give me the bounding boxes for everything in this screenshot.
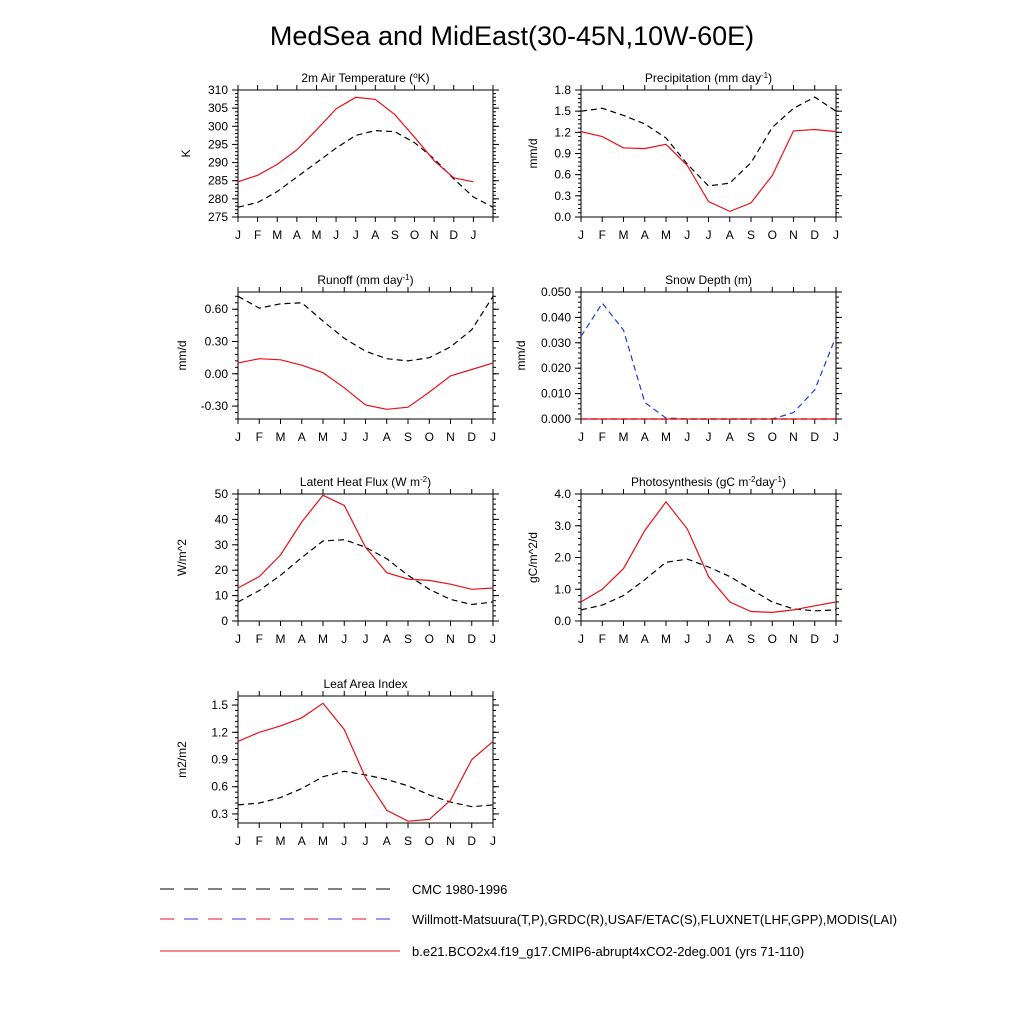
plot-frame xyxy=(581,292,836,419)
y-tick-label: 50 xyxy=(214,487,228,501)
x-tick-label: F xyxy=(598,632,606,646)
panel-lhf xyxy=(175,475,499,647)
x-tick-label: F xyxy=(255,834,263,848)
y-tick-label: 0.040 xyxy=(540,310,571,325)
panel-title: Precipitation (mm day$^{-1}$) xyxy=(644,70,773,85)
x-tick-label: A xyxy=(292,228,301,242)
x-tick-label: M xyxy=(661,430,671,444)
series-line-obs xyxy=(581,559,836,611)
x-tick-label: J xyxy=(341,430,348,444)
plot-frame xyxy=(238,696,493,823)
y-tick-label: 275 xyxy=(207,210,228,224)
legend-label: Willmott-Matsuura(T,P),GRDC(R),USAF/ETAC(S),FLUXNET(LHF,GPP),MODIS(LAI) xyxy=(412,912,898,927)
y-axis-label: mm/d xyxy=(526,138,540,169)
x-tick-label: A xyxy=(725,430,734,444)
y-tick-label: 310 xyxy=(207,83,228,97)
x-tick-label: D xyxy=(449,228,459,242)
panel-snow xyxy=(514,273,842,444)
x-tick-label: A xyxy=(382,632,391,646)
x-tick-label: F xyxy=(253,228,262,242)
panels xyxy=(175,71,842,849)
x-tick-label: O xyxy=(767,632,777,646)
x-tick-label: O xyxy=(767,228,777,242)
plot-frame xyxy=(238,292,493,419)
x-tick-label: F xyxy=(255,430,263,444)
x-tick-label: J xyxy=(578,228,584,242)
x-tick-label: M xyxy=(318,632,328,646)
x-tick-label: O xyxy=(767,430,777,444)
y-tick-label: 0.30 xyxy=(204,334,228,349)
x-tick-label: M xyxy=(275,430,286,444)
panel-title: Runoff (mm day$^{-1}$) xyxy=(317,272,414,287)
x-tick-label: M xyxy=(661,632,671,646)
y-tick-label: -0.30 xyxy=(200,399,228,414)
x-tick-label: J xyxy=(235,228,241,242)
y-tick-label: 1.2 xyxy=(211,725,228,740)
y-tick-label: 1.0 xyxy=(554,582,571,597)
y-axis-label: K xyxy=(179,149,193,158)
x-tick-label: J xyxy=(352,228,359,242)
x-tick-label: A xyxy=(297,834,306,848)
x-tick-label: J xyxy=(578,430,584,444)
x-tick-label: J xyxy=(684,430,691,444)
x-tick-label: N xyxy=(446,632,455,646)
x-tick-label: F xyxy=(255,632,263,646)
x-tick-label: J xyxy=(341,632,348,646)
y-tick-label: 0.3 xyxy=(211,806,228,821)
x-tick-label: N xyxy=(789,430,798,444)
x-tick-label: N xyxy=(446,430,455,444)
x-tick-label: S xyxy=(403,430,413,444)
x-tick-label: O xyxy=(424,834,434,848)
x-tick-label: S xyxy=(390,228,399,242)
x-tick-label: S xyxy=(746,228,756,242)
x-tick-label: M xyxy=(318,834,328,848)
y-tick-label: 0.60 xyxy=(204,302,228,317)
x-tick-label: A xyxy=(640,430,649,444)
x-tick-label: O xyxy=(424,430,434,444)
y-tick-label: 0.000 xyxy=(540,412,571,426)
legend-label: CMC 1980-1996 xyxy=(412,882,508,897)
x-tick-label: J xyxy=(362,632,369,646)
x-tick-label: J xyxy=(333,228,340,242)
y-axis-label: mm/d xyxy=(514,340,528,371)
series-line-obs xyxy=(581,97,836,186)
y-axis-label: gC/m^2/d xyxy=(526,532,540,583)
y-tick-label: 0.0 xyxy=(554,614,571,628)
series-line-obs_blue xyxy=(581,303,836,419)
x-tick-label: A xyxy=(371,228,380,242)
x-tick-label: A xyxy=(640,228,649,242)
x-tick-label: M xyxy=(272,228,283,242)
y-tick-label: 30 xyxy=(214,537,228,552)
legend-item xyxy=(160,912,897,927)
y-tick-label: 0.9 xyxy=(211,752,228,767)
legend-label: b.e21.BCO2x4.f19_g17.CMIP6-abrupt4xCO2-2deg.001 (yrs 71-110) xyxy=(412,944,805,959)
y-tick-label: 0.9 xyxy=(554,146,571,161)
x-tick-label: D xyxy=(467,834,477,848)
y-tick-label: 280 xyxy=(207,191,228,206)
legend xyxy=(160,882,897,959)
x-tick-label: O xyxy=(409,228,420,242)
x-tick-label: N xyxy=(789,632,798,646)
panel-title: 2m Air Temperature ($^o$K) xyxy=(301,70,430,85)
y-tick-label: 0.010 xyxy=(540,386,571,401)
x-tick-label: S xyxy=(403,834,413,848)
x-tick-label: D xyxy=(810,228,820,242)
x-tick-label: N xyxy=(789,228,798,242)
x-tick-label: J xyxy=(235,834,241,848)
x-tick-label: M xyxy=(318,430,328,444)
y-tick-label: 0.00 xyxy=(204,366,228,381)
x-tick-label: J xyxy=(362,834,369,848)
y-tick-label: 3.0 xyxy=(554,518,571,533)
x-tick-label: A xyxy=(725,228,734,242)
x-tick-label: J xyxy=(362,430,369,444)
x-tick-label: J xyxy=(833,430,839,444)
plot-frame xyxy=(581,494,836,621)
x-tick-label: M xyxy=(618,228,629,242)
plot-frame xyxy=(238,90,493,217)
x-tick-label: J xyxy=(490,430,496,444)
series-line-model xyxy=(238,703,493,821)
x-tick-label: A xyxy=(382,430,391,444)
panel-gpp xyxy=(526,475,842,647)
y-tick-label: 0.3 xyxy=(554,188,571,203)
series-line-model xyxy=(238,495,493,589)
y-tick-label: 0.020 xyxy=(540,361,571,376)
y-tick-label: 0.0 xyxy=(554,210,571,224)
x-tick-label: M xyxy=(311,228,322,242)
y-tick-label: 285 xyxy=(207,173,228,188)
x-tick-label: S xyxy=(746,430,756,444)
x-tick-label: A xyxy=(297,632,306,646)
panel-temp xyxy=(179,71,499,243)
x-tick-label: J xyxy=(705,228,712,242)
y-tick-label: 305 xyxy=(207,101,228,116)
plot-frame xyxy=(581,90,836,217)
x-tick-label: J xyxy=(684,228,691,242)
y-tick-label: 20 xyxy=(214,563,228,578)
y-tick-label: 300 xyxy=(207,119,228,134)
x-tick-label: D xyxy=(467,632,477,646)
panel-lai xyxy=(175,677,499,848)
legend-item xyxy=(160,944,804,959)
x-tick-label: A xyxy=(297,430,306,444)
y-tick-label: 0.030 xyxy=(540,335,571,350)
plot-frame xyxy=(238,494,493,621)
y-tick-label: 0.050 xyxy=(540,285,571,299)
x-tick-label: J xyxy=(341,834,348,848)
y-tick-label: 4.0 xyxy=(554,487,571,501)
y-axis-label: m2/m2 xyxy=(175,741,189,778)
series-line-model xyxy=(238,97,473,182)
main-title: MedSea and MidEast(30-45N,10W-60E) xyxy=(269,21,755,51)
y-tick-label: 295 xyxy=(207,137,228,152)
y-axis-label: mm/d xyxy=(175,340,189,371)
x-tick-label: D xyxy=(467,430,477,444)
y-tick-label: 1.5 xyxy=(211,698,228,713)
y-tick-label: 1.8 xyxy=(554,83,571,97)
series-line-obs xyxy=(238,540,493,605)
panel-title: Photosynthesis (gC $m^{-2}day^{-1}$) xyxy=(631,474,786,489)
x-tick-label: N xyxy=(429,228,439,242)
series-line-model xyxy=(238,359,493,410)
x-tick-label: D xyxy=(810,632,820,646)
x-tick-label: M xyxy=(275,632,286,646)
series-line-model xyxy=(581,502,836,613)
x-tick-label: S xyxy=(403,632,413,646)
x-tick-label: M xyxy=(275,834,286,848)
y-tick-label: 1.5 xyxy=(554,104,571,119)
panel-precip xyxy=(526,71,842,243)
panel-title: Leaf Area Index xyxy=(323,677,408,691)
x-tick-label: A xyxy=(382,834,391,848)
x-tick-label: J xyxy=(235,430,241,444)
x-tick-label: A xyxy=(640,632,649,646)
x-tick-label: F xyxy=(598,228,606,242)
y-tick-label: 0 xyxy=(221,614,228,628)
legend-item xyxy=(160,882,507,897)
x-tick-label: F xyxy=(598,430,606,444)
x-tick-label: D xyxy=(810,430,820,444)
x-tick-label: O xyxy=(424,632,434,646)
x-tick-label: J xyxy=(490,834,496,848)
y-tick-label: 0.6 xyxy=(554,167,571,182)
y-tick-label: 2.0 xyxy=(554,550,571,565)
y-tick-label: 0.6 xyxy=(211,779,228,794)
y-tick-label: 290 xyxy=(207,155,228,170)
x-tick-label: M xyxy=(618,430,629,444)
x-tick-label: M xyxy=(661,228,671,242)
x-tick-label: M xyxy=(618,632,629,646)
panel-runoff xyxy=(175,273,499,445)
y-tick-label: 40 xyxy=(214,512,228,527)
y-tick-label: 1.2 xyxy=(554,125,571,140)
y-axis-label: W/m^2 xyxy=(175,539,189,576)
x-tick-label: J xyxy=(684,632,691,646)
x-tick-label: A xyxy=(725,632,734,646)
x-tick-label: J xyxy=(470,228,477,242)
series-line-obs xyxy=(238,296,493,361)
panel-title: Latent Heat Flux (W $m^{-2}$) xyxy=(299,474,432,489)
x-tick-label: J xyxy=(705,430,712,444)
series-line-obs xyxy=(238,131,493,208)
x-tick-label: N xyxy=(446,834,455,848)
x-tick-label: J xyxy=(578,632,584,646)
x-tick-label: J xyxy=(235,632,241,646)
series-line-model xyxy=(581,130,836,212)
y-tick-label: 10 xyxy=(214,588,228,603)
panel-title: Snow Depth (m) xyxy=(665,273,752,287)
x-tick-label: J xyxy=(705,632,712,646)
x-tick-label: J xyxy=(490,632,496,646)
x-tick-label: S xyxy=(746,632,756,646)
x-tick-label: J xyxy=(833,632,839,646)
x-tick-label: J xyxy=(833,228,839,242)
